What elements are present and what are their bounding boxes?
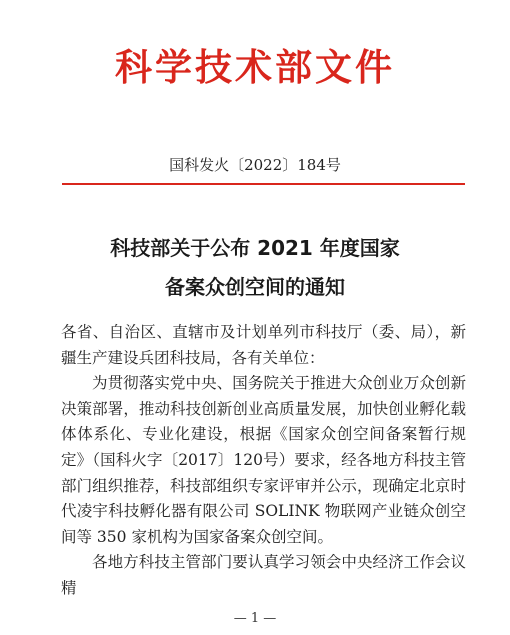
document-header-title: 科学技术部文件	[115, 46, 395, 89]
body-paragraph-1: 为贯彻落实党中央、国务院关于推进大众创业万众创新决策部署，推动科技创新创业高质量发展，加快创业孵化载体体系化、专业化建设，根据《国家众创空间备案暂行规定》（国科火字〔2017〕120号）要求，经各地方科技主管部门组织推荐，科技部组织专家评审并公示，现确定北京时代凌宇科技孵化器有限公司 SOLINK 物联网产业链众创空间等 350 家机构为国家备案众创空间。	[61, 374, 466, 546]
notice-title	[0, 229, 510, 307]
document-number: 国科发火〔2022〕184号	[169, 156, 341, 174]
page-number: — 1 —	[233, 611, 277, 626]
red-divider-line	[62, 183, 465, 185]
document-body	[61, 320, 466, 602]
notice-title-line-2: 备案众创空间的通知	[165, 275, 345, 299]
notice-title-line-1: 科技部关于公布 2021 年度国家	[110, 236, 400, 260]
body-paragraph-2: 各地方科技主管部门要认真学习领会中央经济工作会议精	[61, 553, 466, 597]
salutation: 各省、自治区、直辖市及计划单列市科技厅（委、局），新疆生产建设兵团科技局，各有关单位：	[61, 323, 466, 367]
